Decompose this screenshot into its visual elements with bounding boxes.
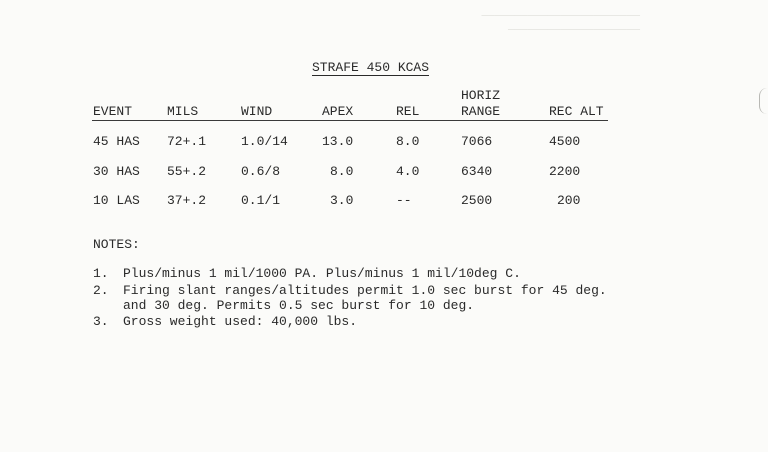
note-text: Firing slant ranges/altitudes permit 1.0 sec burst for 45 deg. bbox=[123, 283, 607, 298]
cell-apex: 3.0 bbox=[330, 193, 354, 208]
note-number: 1. bbox=[93, 266, 109, 281]
note-text: Plus/minus 1 mil/1000 PA. Plus/minus 1 mil/10deg C. bbox=[123, 266, 521, 281]
cell-event: 45 HAS bbox=[93, 134, 140, 149]
header-mils: MILS bbox=[167, 104, 199, 119]
cell-rel: -- bbox=[396, 193, 412, 208]
note-text-continued: and 30 deg. Permits 0.5 sec burst for 10 deg. bbox=[123, 298, 475, 313]
cell-rel: 4.0 bbox=[396, 164, 420, 179]
cell-apex: 8.0 bbox=[330, 164, 354, 179]
cell-wind: 0.6/8 bbox=[241, 164, 281, 179]
header-range: RANGE bbox=[461, 104, 501, 119]
header-wind: WIND bbox=[241, 104, 273, 119]
note-number: 3. bbox=[93, 314, 109, 329]
header-event: EVENT bbox=[93, 104, 133, 119]
cell-horiz-range: 7066 bbox=[461, 134, 493, 149]
note-number: 2. bbox=[93, 283, 109, 298]
cell-apex: 13.0 bbox=[322, 134, 354, 149]
cell-event: 30 HAS bbox=[93, 164, 140, 179]
notes-heading: NOTES: bbox=[93, 237, 140, 252]
cell-mils: 55+.2 bbox=[167, 164, 207, 179]
cell-horiz-range: 2500 bbox=[461, 193, 493, 208]
cell-mils: 37+.2 bbox=[167, 193, 207, 208]
header-rec-alt: REC ALT bbox=[549, 104, 604, 119]
cell-horiz-range: 6340 bbox=[461, 164, 493, 179]
margin-bracket-mark bbox=[759, 88, 768, 114]
cell-wind: 1.0/14 bbox=[241, 134, 288, 149]
cell-rel: 8.0 bbox=[396, 134, 420, 149]
cell-event: 10 LAS bbox=[93, 193, 140, 208]
cell-rec-alt: 200 bbox=[557, 193, 581, 208]
cell-wind: 0.1/1 bbox=[241, 193, 281, 208]
header-rel: REL bbox=[396, 104, 420, 119]
cell-rec-alt: 2200 bbox=[549, 164, 581, 179]
header-horiz: HORIZ bbox=[461, 88, 501, 103]
cell-rec-alt: 4500 bbox=[549, 134, 581, 149]
note-item bbox=[93, 266, 521, 281]
note-item bbox=[93, 314, 357, 329]
header-apex: APEX bbox=[322, 104, 354, 119]
page-title: STRAFE 450 KCAS bbox=[312, 60, 430, 75]
note-text: Gross weight used: 40,000 lbs. bbox=[123, 314, 358, 329]
cell-mils: 72+.1 bbox=[167, 134, 207, 149]
bleed-through-text: ──────────────────────── ──────────────────── bbox=[481, 11, 640, 37]
header-rule bbox=[92, 120, 608, 121]
note-item bbox=[93, 283, 607, 298]
